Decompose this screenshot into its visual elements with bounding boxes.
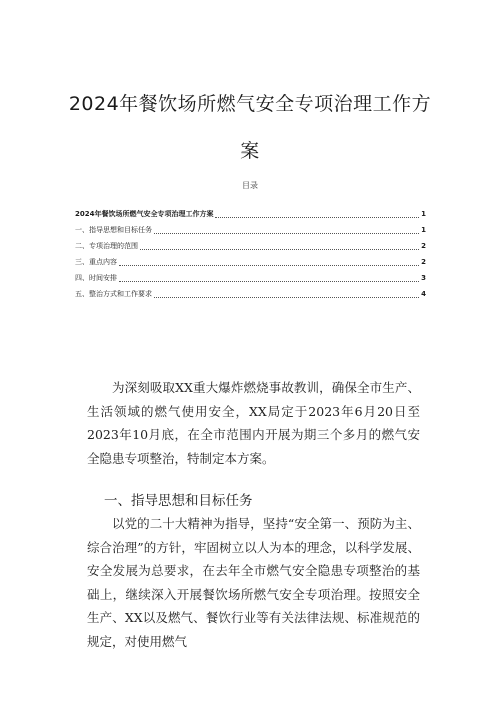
toc-entry[interactable] bbox=[75, 222, 426, 238]
toc-entry-page: 2 bbox=[421, 242, 426, 250]
section-1-heading: 一、指导思想和目标任务 bbox=[104, 493, 253, 509]
toc-leader-dots bbox=[119, 280, 419, 282]
toc-entry-label: 二、专项治理的范围 bbox=[75, 242, 138, 250]
toc-entry[interactable] bbox=[75, 270, 426, 286]
toc-entry[interactable] bbox=[75, 200, 426, 222]
toc-entry[interactable] bbox=[75, 286, 426, 302]
toc-entry-page: 1 bbox=[421, 226, 426, 234]
toc-entry-page: 3 bbox=[421, 274, 426, 282]
toc-entry-page: 1 bbox=[421, 210, 426, 218]
toc-entry-label: 一、指导思想和目标任务 bbox=[75, 226, 152, 234]
toc-leader-dots bbox=[154, 296, 419, 298]
document-title-line-1: 2024年餐饮场所燃气安全专项治理工作方 bbox=[68, 93, 432, 115]
toc-leader-dots bbox=[215, 216, 419, 218]
section-1-paragraph: 以党的二十大精神为指导，坚持“安全第一、预防为主、综合治理”的方针，牢固树立以人为本的理念，以科学发展、安全发展为总要求，在去年全市燃气安全隐患专项整治的基础上，继续深入开展餐饮场所燃气安全专项治理。按照安全生产、XX以及燃气、餐饮行业等有关法律法规、标准规范的规定，对使用燃气 bbox=[87, 516, 420, 649]
toc-entry[interactable] bbox=[75, 238, 426, 254]
document-title-line-2: 案 bbox=[240, 140, 260, 162]
toc-entry[interactable] bbox=[75, 254, 426, 270]
toc-entry-page: 4 bbox=[421, 290, 426, 298]
toc-entry-label: 五、整治方式和工作要求 bbox=[75, 290, 152, 298]
toc-entry-page: 2 bbox=[421, 258, 426, 266]
intro-paragraph: 为深刻吸取XX重大爆炸燃烧事故教训，确保全市生产、生活领域的燃气使用安全，XX局定于2023年6月20日至2023年10月底，在全市范围内开展为期三个多月的燃气安全隐患专项整治，特制定本方案。 bbox=[87, 380, 420, 466]
table-of-contents bbox=[75, 200, 426, 302]
toc-entry-label: 2024年餐饮场所燃气安全专项治理工作方案 bbox=[75, 210, 214, 218]
toc-leader-dots bbox=[140, 248, 419, 250]
toc-heading: 目录 bbox=[242, 181, 258, 190]
toc-entry-label: 三、重点内容 bbox=[75, 258, 117, 266]
toc-leader-dots bbox=[119, 264, 419, 266]
toc-entry-label: 四、时间安排 bbox=[75, 274, 117, 282]
toc-leader-dots bbox=[154, 232, 419, 234]
